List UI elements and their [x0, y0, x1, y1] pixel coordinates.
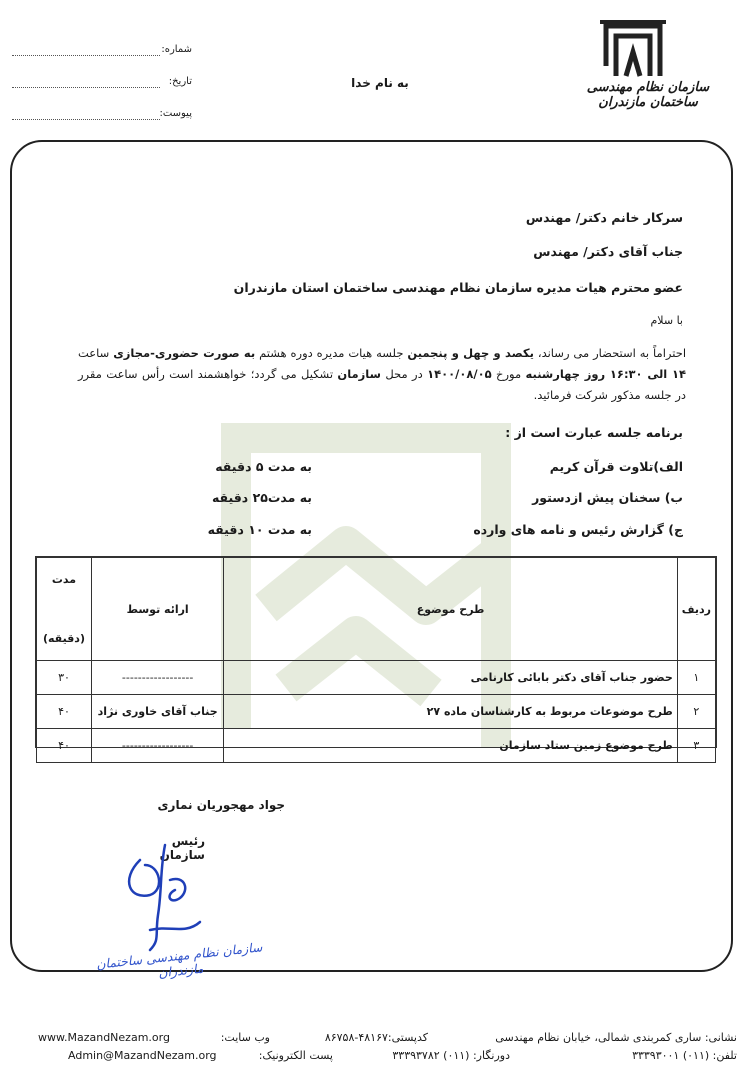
signer-name: جواد مهجوریان نماری [157, 798, 285, 812]
footer-phone: تلفن: (۰۱۱) ۳۳۳۹۳۰۰۱ [632, 1049, 737, 1062]
footer-email[interactable]: Admin@MazandNezam.org [68, 1049, 217, 1062]
header-duration: مدت (دقیقه) [37, 558, 92, 661]
table-row: ۱ حضور جناب آقای دکتر بابائی کارنامی ------------------ ۳۰ [37, 661, 716, 695]
agenda-table [35, 556, 717, 752]
recipient-line: عضو محترم هیات مدیره سازمان نظام مهندسی ساختمان استان مازندران [233, 280, 683, 295]
footer-website[interactable]: www.MazandNezam.org [38, 1031, 170, 1044]
agenda-item-2: ب) سخنان پیش ازدستور [532, 490, 683, 505]
footer-website-label: وب سایت: [220, 1031, 270, 1044]
stamp-text: سازمان نظام مهندسی ساختمان مازندران [95, 939, 263, 981]
signature-stamp [90, 840, 270, 1000]
agenda-title: برنامه جلسه عبارت است از : [505, 425, 683, 440]
agenda-duration-2: به مدت۲۵ دقیقه [211, 490, 312, 505]
footer-postal: کدپستی:۴۸۱۶۷-۸۶۷۵۸ [324, 1031, 428, 1044]
footer-address: نشانی: ساری کمربندی شمالی، خیابان نظام مهندسی [495, 1031, 737, 1044]
agenda-item-1: الف)تلاوت قرآن کریم [549, 459, 683, 474]
letter-body: احتراماً به استحضار می رساند، یکصد و چهل و پنجمین جلسه هیات مدیره دوره هشتم به صورت حضوری-مجازی ساعت ۱۴ الی ۱۶:۳۰ روز چهارشنبه مورخ ۱۴۰۰/۰۸/۰۵ در محل سازمان تشکیل می گردد؛ خواهشمند است رأس ساعت مقرر در جلسه مذکور شرکت فرمائید. [78, 346, 687, 402]
header-topic: طرح موضوع [224, 558, 677, 661]
signer-title: رئیس سازمان [159, 834, 205, 862]
agenda-item-3: ج) گزارش رئیس و نامه های وارده [473, 522, 683, 537]
basmala-heading: به نام خدا [351, 76, 409, 90]
org-logo [560, 18, 730, 118]
org-logo-text: سازمان نظام مهندسی ساختمان مازندران [586, 80, 710, 110]
salutation-female: سرکار خانم دکتر/ مهندس [525, 210, 683, 225]
agenda-duration-1: به مدت ۵ دقیقه [215, 459, 312, 474]
header-presenter: ارائه توسط [91, 558, 223, 661]
table-row: ۲ طرح موضوعات مربوط به کارشناسان ماده ۲۷ جناب آقای خاوری نژاد ۴۰ [37, 695, 716, 729]
number-field: شماره: [12, 44, 192, 62]
header-row-number: ردیف [677, 558, 715, 661]
table-row: ۳ طرح موضوع زمین ستاد سازمان ------------------ ۴۰ [37, 729, 716, 763]
greeting: با سلام [650, 314, 683, 327]
salutation-male: جناب آقای دکتر/ مهندس [533, 244, 683, 259]
footer-fax: دورنگار: (۰۱۱) ۳۳۳۹۳۷۸۲ [392, 1049, 510, 1062]
date-field: تاریخ: [12, 76, 192, 94]
agenda-duration-3: به مدت ۱۰ دقیقه [207, 522, 312, 537]
attachment-field: پیوست: [12, 108, 192, 126]
footer-email-label: پست الکترونیک: [258, 1049, 333, 1062]
